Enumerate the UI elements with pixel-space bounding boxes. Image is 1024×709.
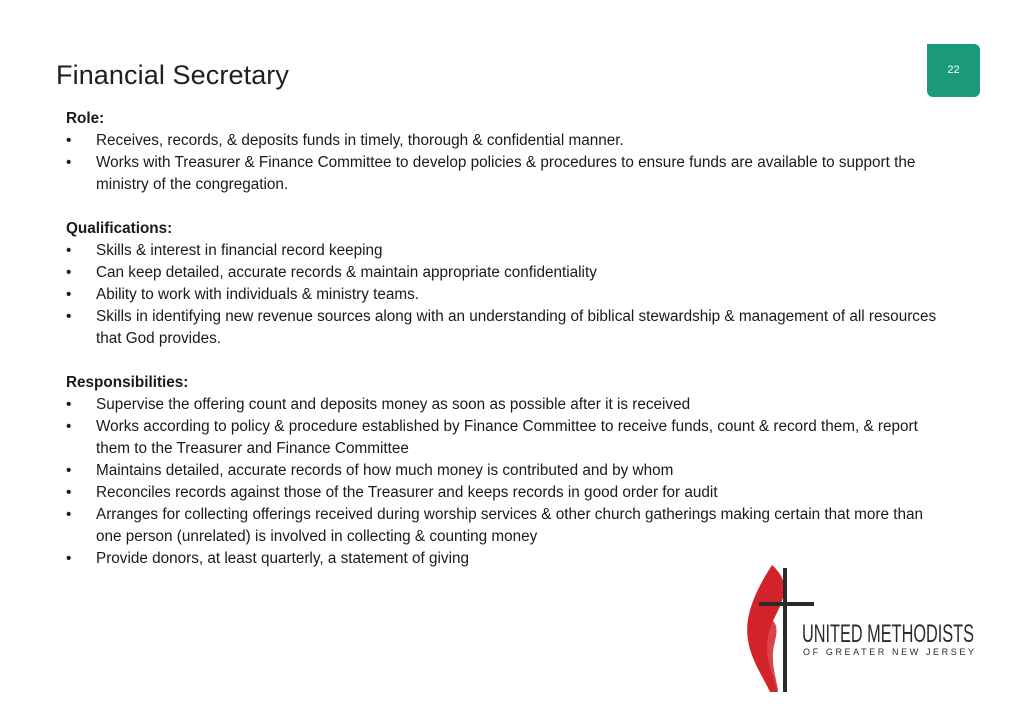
logo-graphic (742, 560, 982, 695)
bullet-list (66, 130, 946, 196)
logo-line-1: UNITED METHODISTS (802, 620, 974, 648)
list-item: • Works with Treasurer & Finance Committee to develop policies & procedures to ensure funds are available to support the ministry of the congregation. (66, 152, 946, 196)
bullet-list (66, 240, 946, 350)
list-item: • Skills in identifying new revenue sources along with an understanding of biblical stewardship & management of all resources that God provides. (66, 306, 946, 350)
slide-content (66, 108, 946, 592)
section-heading: Qualifications: (66, 220, 173, 237)
list-item: • Skills & interest in financial record keeping (66, 240, 946, 262)
list-item: • Arranges for collecting offerings received during worship services & other church gatherings making certain that more than one person (unrelated) is involved in collecting & counting money (66, 504, 946, 548)
list-item: • Receives, records, & deposits funds in timely, thorough & confidential manner. (66, 130, 946, 152)
list-item: • Supervise the offering count and deposits money as soon as possible after it is received (66, 394, 946, 416)
list-item: • Reconciles records against those of the Treasurer and keeps records in good order for audit (66, 482, 946, 504)
section-qualifications (66, 218, 946, 350)
logo-line-2: OF GREATER NEW JERSEY (803, 647, 974, 657)
list-item: • Ability to work with individuals & ministry teams. (66, 284, 946, 306)
list-item: • Maintains detailed, accurate records of how much money is contributed and by whom (66, 460, 946, 482)
cross-horizontal (759, 602, 814, 606)
list-item: • Works according to policy & procedure established by Finance Committee to receive funds, count & record them, & report them to the Treasurer and Finance Committee (66, 416, 946, 460)
list-item: • Can keep detailed, accurate records & maintain appropriate confidentiality (66, 262, 946, 284)
list-item: • Provide donors, at least quarterly, a statement of giving (66, 548, 946, 570)
section-heading: Responsibilities: (66, 374, 189, 391)
bullet-list (66, 394, 946, 570)
section-responsibilities (66, 372, 946, 570)
section-role (66, 108, 946, 196)
slide-title: Financial Secretary (56, 60, 289, 90)
umc-greater-nj-logo (742, 560, 982, 695)
page-number-badge: 22 (927, 44, 980, 97)
cross-vertical (783, 568, 787, 692)
section-heading: Role: (66, 110, 105, 127)
